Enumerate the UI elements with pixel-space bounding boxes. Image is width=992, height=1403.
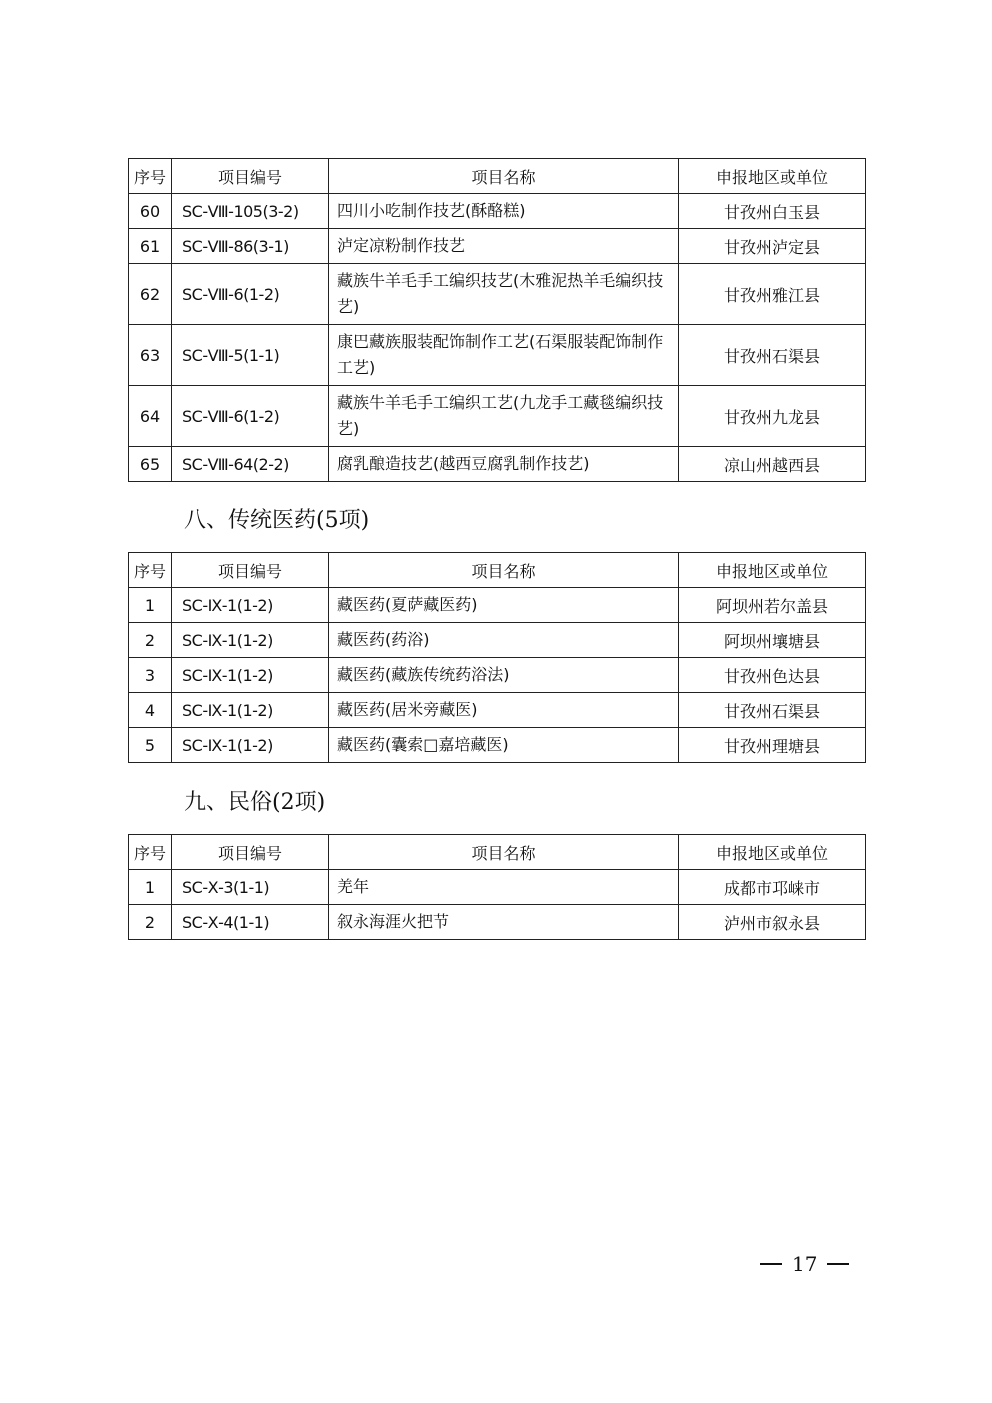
page-number: 17 <box>792 1252 818 1276</box>
table-row <box>129 447 866 482</box>
table-header-row <box>129 835 866 870</box>
header-no: 序号 <box>129 835 172 870</box>
table-row <box>129 905 866 940</box>
row-no: 65 <box>129 447 172 482</box>
header-region: 申报地区或单位 <box>679 835 866 870</box>
row-code: SC-Ⅹ-3(1-1) <box>172 870 329 905</box>
row-region: 阿坝州壤塘县 <box>679 623 866 658</box>
table-row <box>129 728 866 763</box>
row-name: 四川小吃制作技艺(酥酪糕) <box>329 194 679 229</box>
row-code: SC-Ⅷ-86(3-1) <box>172 229 329 264</box>
row-name: 藏族牛羊毛手工编织技艺(木雅泥热羊毛编织技艺) <box>329 264 679 325</box>
row-region: 甘孜州九龙县 <box>679 386 866 447</box>
row-no: 64 <box>129 386 172 447</box>
header-code: 项目编号 <box>172 835 329 870</box>
row-region: 泸州市叙永县 <box>679 905 866 940</box>
row-name: 腐乳酿造技艺(越西豆腐乳制作技艺) <box>329 447 679 482</box>
row-name: 叙永海涯火把节 <box>329 905 679 940</box>
table-row <box>129 870 866 905</box>
row-code: SC-Ⅷ-64(2-2) <box>172 447 329 482</box>
row-name: 泸定凉粉制作技艺 <box>329 229 679 264</box>
row-code: SC-Ⅸ-1(1-2) <box>172 623 329 658</box>
row-name: 藏医药(藏族传统药浴法) <box>329 658 679 693</box>
table-row <box>129 658 866 693</box>
row-no: 1 <box>129 588 172 623</box>
row-region: 成都市邛崃市 <box>679 870 866 905</box>
header-code: 项目编号 <box>172 159 329 194</box>
table-row <box>129 693 866 728</box>
row-name: 藏医药(夏萨藏医药) <box>329 588 679 623</box>
row-region: 甘孜州色达县 <box>679 658 866 693</box>
row-no: 2 <box>129 905 172 940</box>
row-code: SC-Ⅸ-1(1-2) <box>172 658 329 693</box>
row-code: SC-Ⅷ-105(3-2) <box>172 194 329 229</box>
row-code: SC-Ⅷ-6(1-2) <box>172 264 329 325</box>
row-no: 62 <box>129 264 172 325</box>
row-region: 甘孜州泸定县 <box>679 229 866 264</box>
header-no: 序号 <box>129 553 172 588</box>
row-region: 阿坝州若尔盖县 <box>679 588 866 623</box>
row-name: 康巴藏族服装配饰制作工艺(石渠服装配饰制作工艺) <box>329 325 679 386</box>
header-name: 项目名称 <box>329 553 679 588</box>
row-code: SC-Ⅸ-1(1-2) <box>172 728 329 763</box>
row-region: 甘孜州石渠县 <box>679 325 866 386</box>
table-header-row <box>129 553 866 588</box>
table-row <box>129 229 866 264</box>
row-no: 5 <box>129 728 172 763</box>
row-name: 藏医药(药浴) <box>329 623 679 658</box>
table-traditional-medicine <box>128 552 866 763</box>
table-row <box>129 386 866 447</box>
section-heading-traditional-medicine: 八、传统医药(5项) <box>184 508 370 533</box>
row-region: 凉山州越西县 <box>679 447 866 482</box>
row-no: 1 <box>129 870 172 905</box>
row-no: 2 <box>129 623 172 658</box>
row-region: 甘孜州石渠县 <box>679 693 866 728</box>
row-code: SC-Ⅷ-6(1-2) <box>172 386 329 447</box>
header-name: 项目名称 <box>329 159 679 194</box>
row-no: 60 <box>129 194 172 229</box>
footer-dash-left <box>760 1263 782 1265</box>
row-no: 63 <box>129 325 172 386</box>
header-code: 项目编号 <box>172 553 329 588</box>
table-header-row <box>129 159 866 194</box>
row-region: 甘孜州理塘县 <box>679 728 866 763</box>
row-code: SC-Ⅷ-5(1-1) <box>172 325 329 386</box>
row-region: 甘孜州雅江县 <box>679 264 866 325</box>
table-row <box>129 264 866 325</box>
header-name: 项目名称 <box>329 835 679 870</box>
header-region: 申报地区或单位 <box>679 553 866 588</box>
row-name: 藏医药(居米旁藏医) <box>329 693 679 728</box>
section-heading-folk-customs: 九、民俗(2项) <box>184 790 326 815</box>
row-code: SC-Ⅹ-4(1-1) <box>172 905 329 940</box>
row-code: SC-Ⅸ-1(1-2) <box>172 588 329 623</box>
table-row <box>129 623 866 658</box>
table-row <box>129 194 866 229</box>
row-name: 藏族牛羊毛手工编织工艺(九龙手工藏毯编织技艺) <box>329 386 679 447</box>
table-traditional-crafts <box>128 158 866 482</box>
row-code: SC-Ⅸ-1(1-2) <box>172 693 329 728</box>
header-no: 序号 <box>129 159 172 194</box>
row-no: 61 <box>129 229 172 264</box>
table-folk-customs <box>128 834 866 940</box>
header-region: 申报地区或单位 <box>679 159 866 194</box>
page-footer <box>760 1252 849 1276</box>
table-row <box>129 325 866 386</box>
row-region: 甘孜州白玉县 <box>679 194 866 229</box>
row-name: 羌年 <box>329 870 679 905</box>
footer-dash-right <box>827 1263 849 1265</box>
row-name: 藏医药(囊索□嘉培藏医) <box>329 728 679 763</box>
row-no: 4 <box>129 693 172 728</box>
table-row <box>129 588 866 623</box>
row-no: 3 <box>129 658 172 693</box>
